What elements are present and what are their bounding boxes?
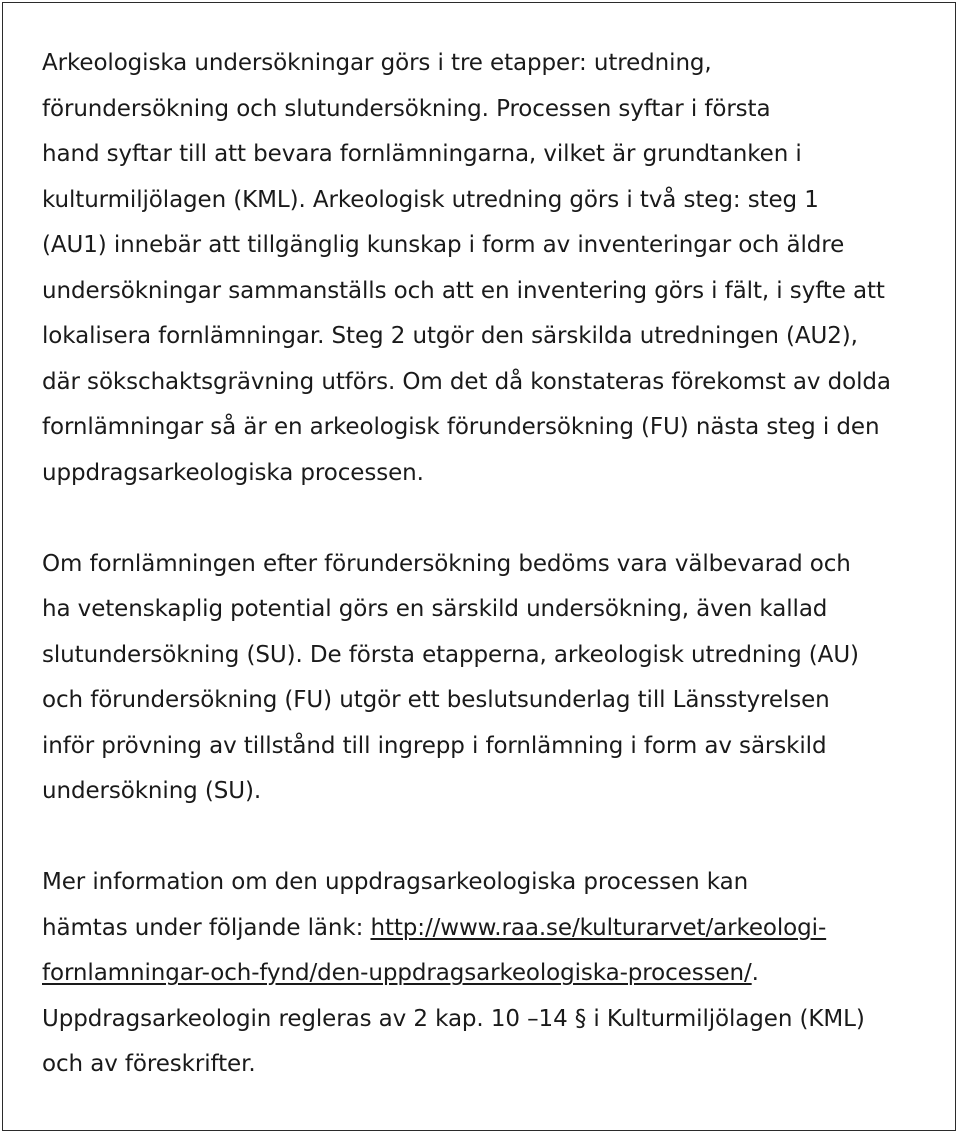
document-body <box>42 41 922 1088</box>
paragraph-slutundersokning <box>42 542 922 815</box>
raa-link-part-1[interactable]: http://www.raa.se/kulturarvet/arkeologi- <box>370 914 827 941</box>
text-line-with-link <box>42 906 922 952</box>
text-line: (AU1) innebär att tillgänglig kunskap i form av inventeringar och äldre <box>42 232 845 258</box>
text-line: Arkeologiska undersökningar görs i tre etapper: utredning, <box>42 50 712 76</box>
text-line: undersökningar sammanställs och att en inventering görs i fält, i syfte att <box>42 277 885 304</box>
text-line: uppdragsarkeologiska processen. <box>42 459 424 486</box>
text-line: ha vetenskaplig potential görs en särskild undersökning, även kallad <box>42 596 828 622</box>
paragraph-spacer <box>42 815 922 861</box>
text-line: undersökning (SU). <box>42 778 262 804</box>
text-line: slutundersökning (SU). De första etapperna, arkeologisk utredning (AU) <box>42 641 859 668</box>
text-line: hand syftar till att bevara fornlämningarna, vilket är grundtanken i <box>42 141 802 167</box>
link-trailing-period: . <box>751 960 759 986</box>
text-line: inför prövning av tillstånd till ingrepp i fornlämning i form av särskild <box>42 732 827 759</box>
text-line-with-link <box>42 951 922 997</box>
text-line: fornlämningar så är en arkeologisk förundersökning (FU) nästa steg i den <box>42 414 880 440</box>
link-intro-text: hämtas under följande länk: <box>42 914 371 941</box>
text-line: och förundersökning (FU) utgör ett beslutsunderlag till Länsstyrelsen <box>42 687 830 713</box>
text-line: och av föreskrifter. <box>42 1051 256 1077</box>
paragraph-more-information <box>42 860 922 1088</box>
text-line: lokalisera fornlämningar. Steg 2 utgör den särskilda utredningen (AU2), <box>42 323 858 349</box>
paragraph-spacer <box>42 496 922 542</box>
text-line: förundersökning och slutundersökning. Processen syftar i första <box>42 95 771 122</box>
text-line: där sökschaktsgrävning utförs. Om det då konstateras förekomst av dolda <box>42 368 891 395</box>
text-line: kulturmiljölagen (KML). Arkeologisk utredning görs i två steg: steg 1 <box>42 186 819 213</box>
text-line: Uppdragsarkeologin regleras av 2 kap. 10 –14 § i Kulturmiljölagen (KML) <box>42 1005 865 1032</box>
text-line: Om fornlämningen efter förundersökning bedöms vara välbevarad och <box>42 550 851 577</box>
raa-link-part-2[interactable]: fornlamningar-och-fynd/den-uppdragsarkeologiska-processen/ <box>42 960 752 986</box>
text-line: Mer information om den uppdragsarkeologiska processen kan <box>42 869 749 895</box>
paragraph-process-overview <box>42 41 922 496</box>
